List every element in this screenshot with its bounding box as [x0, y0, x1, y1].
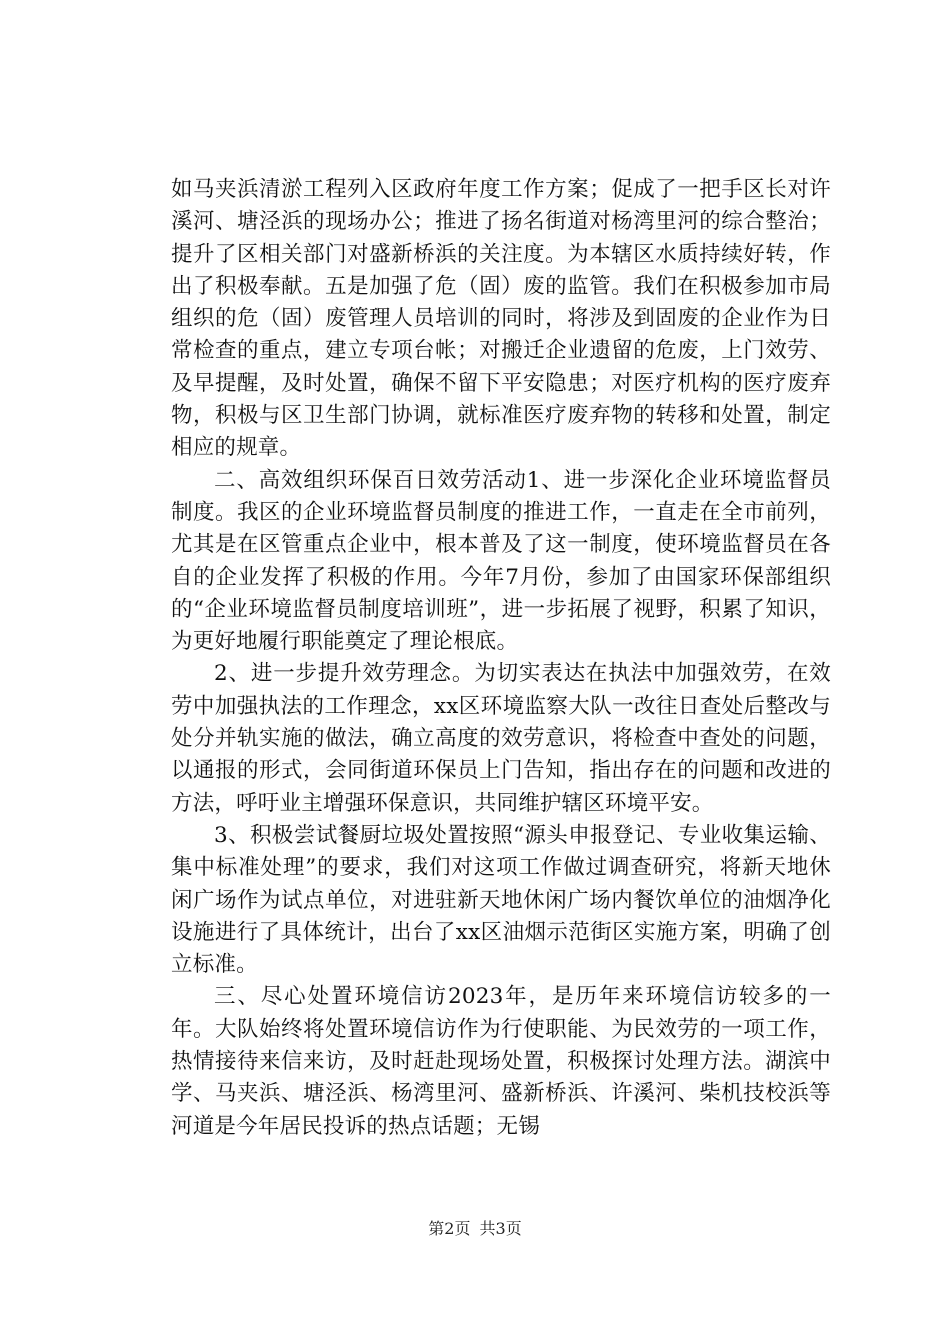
page-number: 第2页: [428, 1219, 471, 1238]
paragraph-section-two: 二、高效组织环保百日效劳活动1、进一步深化企业环境监督员制度。我区的企业环境监督员制度的推进工作，一直走在全市前列，尤其是在区管重点企业中，根本普及了这一制度，使环境监督员在各自的企业发挥了积极的作用。今年7月份，参加了由国家环保部组织的“企业环境监督员制度培训班”，进一步拓展了视野，积累了知识，为更好地履行职能奠定了理论根底。: [171, 467, 831, 655]
page-footer: [0, 1216, 950, 1239]
paragraph-section-three: 三、尽心处置环境信访2023年，是历年来环境信访较多的一年。大队始终将处置环境信访作为行使职能、为民效劳的一项工作，热情接待来信来访，及时赶赴现场处置，积极探讨处理方法。湖滨中学、马夹浜、塘泾浜、杨湾里河、盛新桥浜、许溪河、柴机技校浜等河道是今年居民投诉的热点话题；无锡: [171, 984, 831, 1139]
paragraph-item-two: 2、进一步提升效劳理念。为切实表达在执法中加强效劳，在效劳中加强执法的工作理念，xx区环境监察大队一改往日查处后整改与处分并轨实施的做法，确立高度的效劳意识，将检查中查处的问题，以通报的形式，会同街道环保员上门告知，指出存在的问题和改进的方法，呼吁业主增强环保意识，共同维护辖区环境平安。: [171, 661, 831, 816]
paragraph-continuation: 如马夹浜清淤工程列入区政府年度工作方案；促成了一把手区长对许溪河、塘泾浜的现场办公；推进了扬名街道对杨湾里河的综合整治；提升了区相关部门对盛新桥浜的关注度。为本辖区水质持续好转，作出了积极奉献。五是加强了危（固）废的监管。我们在积极参加市局组织的危（固）废管理人员培训的同时，将涉及到固废的企业作为日常检查的重点，建立专项台帐；对搬迁企业遗留的危废，上门效劳、及早提醒，及时处置，确保不留下平安隐患；对医疗机构的医疗废弃物，积极与区卫生部门协调，就标准医疗废弃物的转移和处置，制定相应的规章。: [171, 177, 831, 461]
document-body: [171, 174, 831, 1143]
page-total: 共3页: [479, 1219, 522, 1238]
paragraph-item-three: 3、积极尝试餐厨垃圾处置按照“源头申报登记、专业收集运输、集中标准处理”的要求，我们对这项工作做过调查研究，将新天地休闲广场作为试点单位，对进驻新天地休闲广场内餐饮单位的油烟净化设施进行了具体统计，出台了xx区油烟示范街区实施方案，明确了创立标准。: [171, 822, 831, 978]
